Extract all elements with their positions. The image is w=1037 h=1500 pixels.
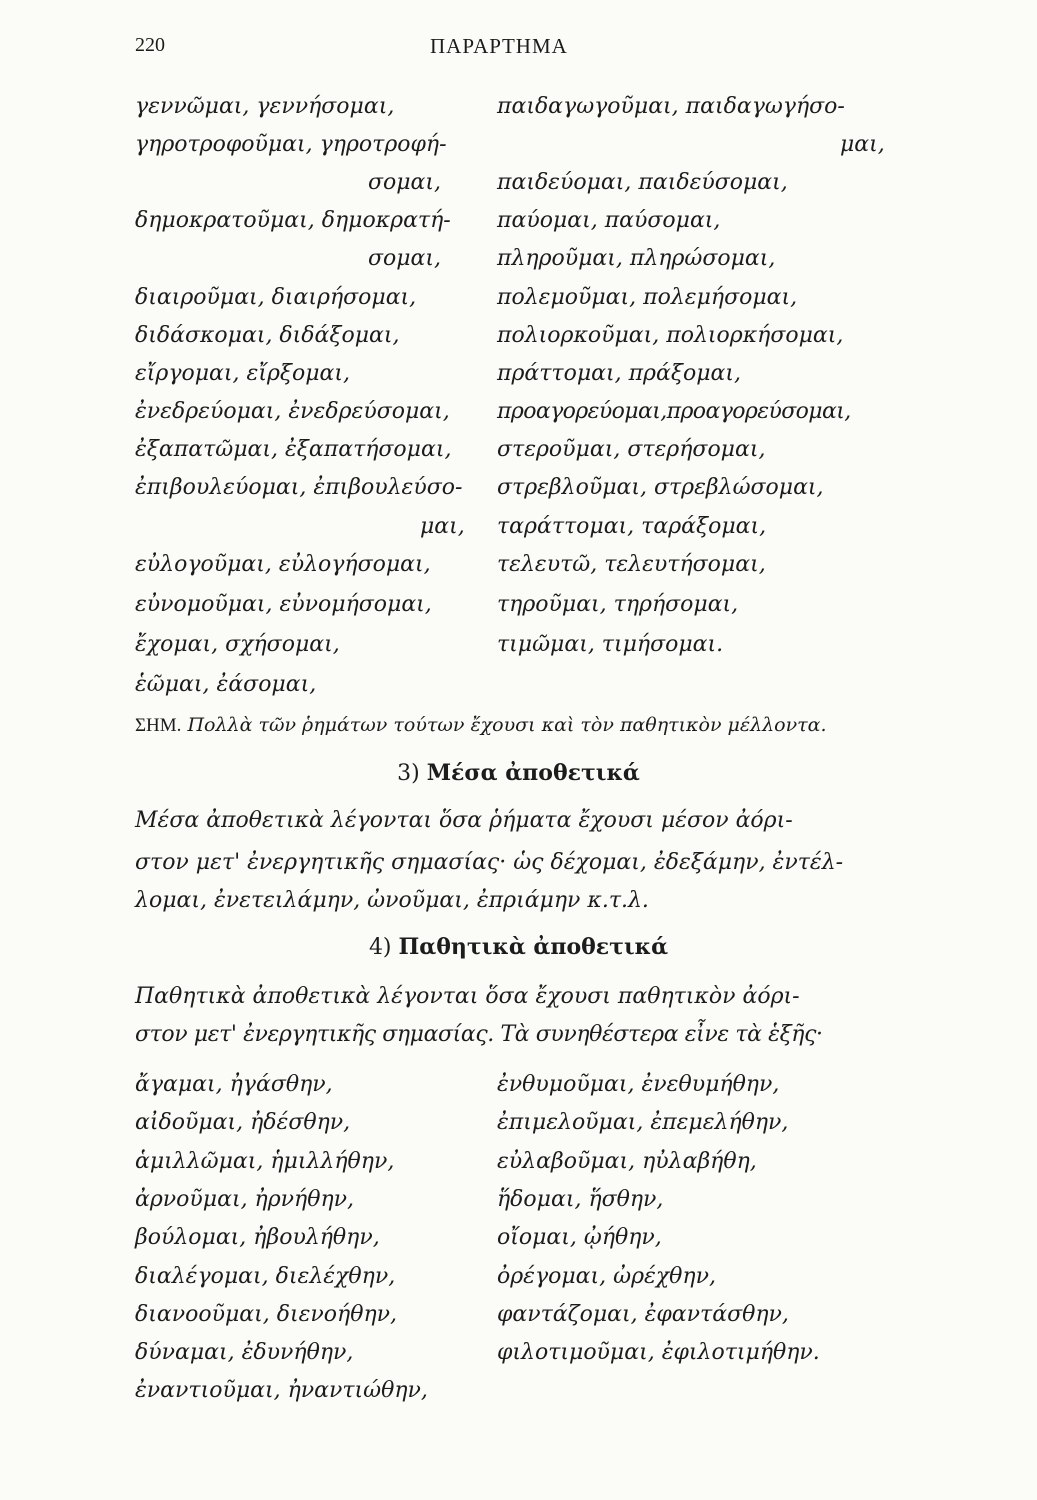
verb-entry: εἴργομαι, εἴρξομαι, — [135, 361, 351, 386]
verb-entry: τιμῶμαι, τιμήσομαι. — [497, 632, 724, 657]
verb-entry: μαι, — [420, 514, 465, 539]
verb-entry: ἀρνοῦμαι, ἠρνήθην, — [135, 1187, 355, 1212]
verb-entry: παιδαγωγοῦμαι, παιδαγωγήσο- — [497, 94, 845, 119]
verb-entry: σομαι, — [368, 246, 442, 271]
page-number: 220 — [135, 34, 165, 56]
verb-entry: οἴομαι, ᾠήθην, — [497, 1225, 662, 1250]
verb-entry: γεννῶμαι, γεννήσομαι, — [135, 94, 395, 119]
verb-entry: ἐξαπατῶμαι, ἐξαπατήσομαι, — [135, 437, 452, 462]
running-title: ΠΑΡΑΡΤΗΜΑ — [430, 34, 568, 58]
verb-entry: ἐναντιοῦμαι, ἠναντιώθην, — [135, 1378, 428, 1403]
verb-entry: διαλέγομαι, διελέχθην, — [135, 1264, 396, 1289]
verb-entry: πράττομαι, πράξομαι, — [497, 361, 741, 386]
section-number: 4) — [368, 935, 392, 960]
paragraph-line: Παθητικὰ ἀποθετικὰ λέγονται ὅσα ἔχουσι παθητικὸν ἀόρι- — [135, 984, 800, 1009]
paragraph-line: στον μετ' ἐνεργητικῆς σημασίας· ὡς δέχομαι, ἐδεξάμην, ἐντέλ- — [135, 850, 844, 875]
verb-entry: παύομαι, παύσομαι, — [497, 208, 721, 233]
verb-entry: φαντάζομαι, ἐφαντάσθην, — [497, 1302, 789, 1327]
verb-entry: διδάσκομαι, διδάξομαι, — [135, 323, 400, 348]
verb-entry: παιδεύομαι, παιδεύσομαι, — [497, 170, 788, 195]
verb-entry: σομαι, — [368, 170, 442, 195]
verb-entry: πληροῦμαι, πληρώσομαι, — [497, 246, 776, 271]
page-header — [0, 34, 1037, 64]
note-label: ΣΗΜ. — [135, 715, 182, 736]
verb-entry: ἐπιμελοῦμαι, ἐπεμελήθην, — [497, 1110, 789, 1135]
verb-entry: τελευτῶ, τελευτήσομαι, — [497, 552, 766, 577]
verb-entry: ἁμιλλῶμαι, ἡμιλλήθην, — [135, 1149, 395, 1174]
verb-entry: προαγορεύομαι,προαγορεύσομαι, — [497, 399, 851, 424]
paragraph-line: λομαι, ἐνετειλάμην, ὠνοῦμαι, ἐπριάμην κ.τ.λ. — [135, 888, 649, 913]
verb-entry: διαιροῦμαι, διαιρήσομαι, — [135, 285, 417, 310]
section-number: 3) — [397, 761, 420, 786]
verb-entry: ἐνθυμοῦμαι, ἐνεθυμήθην, — [497, 1072, 780, 1097]
paragraph-line: Μέσα ἀποθετικὰ λέγονται ὅσα ῥήματα ἔχουσι μέσον ἀόρι- — [135, 808, 793, 833]
verb-entry: ἑῶμαι, ἐάσομαι, — [135, 672, 317, 697]
verb-entry: ἄγαμαι, ἠγάσθην, — [135, 1072, 333, 1097]
paragraph-line: στον μετ' ἐνεργητικῆς σημασίας. Τὰ συνηθέστερα εἶνε τὰ ἑξῆς· — [135, 1022, 823, 1047]
verb-entry: τηροῦμαι, τηρήσομαι, — [497, 592, 739, 617]
verb-entry: φιλοτιμοῦμαι, ἐφιλοτιμήθην. — [497, 1340, 820, 1365]
verb-entry: βούλομαι, ἠβουλήθην, — [135, 1225, 380, 1250]
verb-entry: στρεβλοῦμαι, στρεβλώσομαι, — [497, 475, 824, 500]
section-heading — [0, 758, 1037, 789]
verb-entry: ἐπιβουλεύομαι, ἐπιβουλεύσο- — [135, 475, 463, 500]
verb-entry: δύναμαι, ἐδυνήθην, — [135, 1340, 354, 1365]
verb-entry: ἔχομαι, σχήσομαι, — [135, 632, 340, 657]
footnote — [135, 710, 827, 741]
section-heading — [0, 932, 1037, 963]
verb-entry: στεροῦμαι, στερήσομαι, — [497, 437, 766, 462]
section-title: Μέσα ἀποθετικά — [426, 760, 640, 786]
verb-entry: διανοοῦμαι, διενοήθην, — [135, 1302, 398, 1327]
section-title: Παθητικὰ ἀποθετικά — [398, 934, 669, 960]
verb-entry: ὀρέγομαι, ὠρέχθην, — [497, 1264, 716, 1289]
verb-entry: αἰδοῦμαι, ἠδέσθην, — [135, 1110, 351, 1135]
verb-entry: ἥδομαι, ἥσθην, — [497, 1187, 664, 1212]
verb-entry: πολιορκοῦμαι, πολιορκήσομαι, — [497, 323, 844, 348]
verb-entry: εὐλογοῦμαι, εὐλογήσομαι, — [135, 552, 431, 577]
verb-entry: ταράττομαι, ταράξομαι, — [497, 514, 767, 539]
verb-entry: εὐνομοῦμαι, εὐνομήσομαι, — [135, 592, 432, 617]
verb-entry: γηροτροφοῦμαι, γηροτροφή- — [135, 132, 447, 157]
verb-entry: ἐνεδρεύομαι, ἐνεδρεύσομαι, — [135, 399, 450, 424]
verb-entry: μαι, — [840, 132, 885, 157]
verb-entry: πολεμοῦμαι, πολεμήσομαι, — [497, 285, 798, 310]
verb-entry: εὐλαβοῦμαι, ηὐλαβήθη, — [497, 1149, 757, 1174]
note-text: Πολλὰ τῶν ῥημάτων τούτων ἔχουσι καὶ τὸν παθητικὸν μέλλοντα. — [187, 714, 827, 736]
verb-entry: δημοκρατοῦμαι, δημοκρατή- — [135, 208, 451, 233]
